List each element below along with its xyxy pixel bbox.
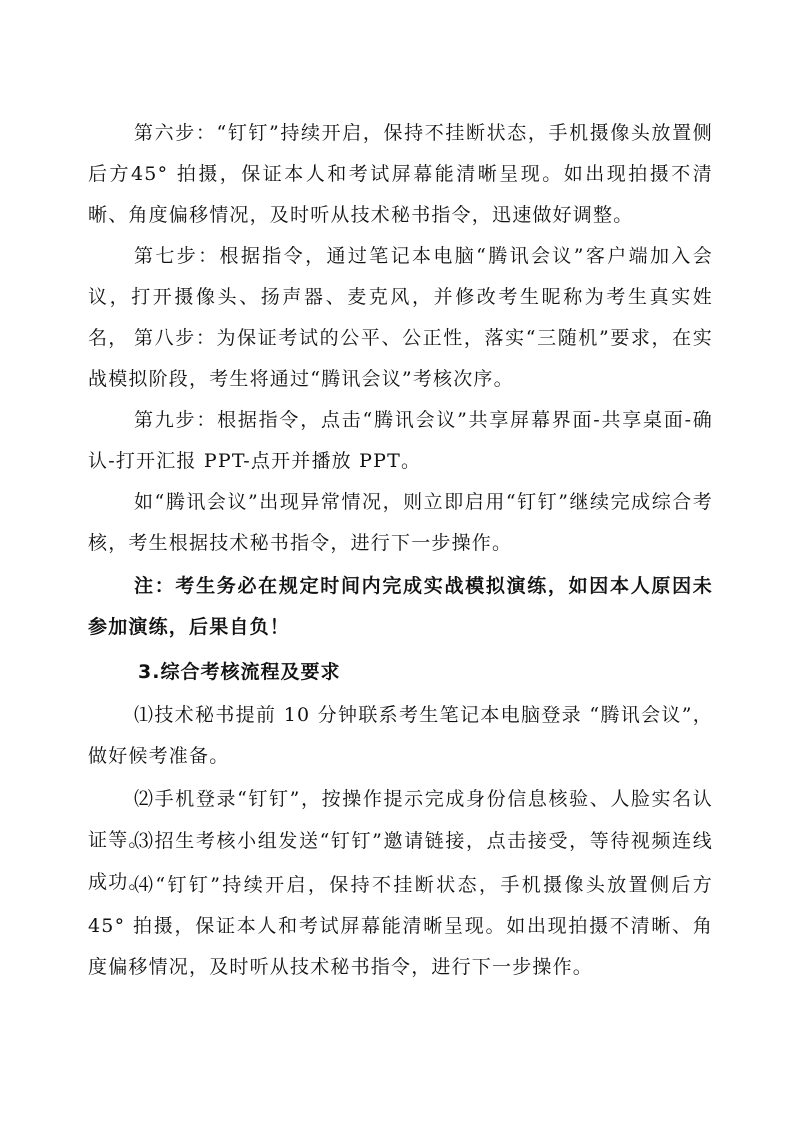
item-four-paragraph: ⑷“钉钉”持续开启，保持不挂断状态，手机摄像头放置侧后方 45° 拍摄，保证本人和考试屏幕能清晰呈现。如出现拍摄不清晰、角度偏移情况，及时听从技术秘书指令，进行下一步操作。 xyxy=(88,874,713,978)
step-eight-paragraph: 第八步：为保证考试的公平、公正性，落实“三随机”要求，在实战模拟阶段，考生将通过“腾讯会议”考核次序。 xyxy=(88,327,713,390)
section-heading: 3.综合考核流程及要求 xyxy=(138,661,341,683)
item-one-paragraph: ⑴技术秘书提前 10 分钟联系考生笔记本电脑登录 “腾讯会议”，做好候考准备。 xyxy=(88,704,713,767)
step-seven-paragraph: 第七步：根据指令，通过笔记本电脑“腾讯会议”客户端加入会议，打开摄像头、扬声器、麦克风，并修改考生昵称为考生真实姓名， xyxy=(88,245,713,349)
fallback-paragraph: 如“腾讯会议”出现异常情况，则立即启用“钉钉”继续完成综合考核，考生根据技术秘书指令，进行下一步操作。 xyxy=(88,491,713,554)
step-nine-paragraph: 第九步：根据指令，点击“腾讯会议”共享屏幕界面-共享桌面-确认-打开汇报 PPT-点开并播放 PPT。 xyxy=(88,409,713,472)
item-two-paragraph: ⑵手机登录“钉钉”，按操作提示完成身份信息核验、人脸实名认证等。 xyxy=(88,788,713,851)
note-paragraph: 注：考生务必在规定时间内完成实战模拟演练，如因本人原因未参加演练，后果自负！ xyxy=(88,575,713,638)
item-three-paragraph: ⑶招生考核小组发送“钉钉”邀请链接，点击接受，等待视频连线成功。 xyxy=(88,830,713,893)
step-six-paragraph: 第六步：“钉钉”持续开启，保持不挂断状态，手机摄像头放置侧后方45° 拍摄，保证本人和考试屏幕能清晰呈现。如出现拍摄不清晰、角度偏移情况，及时听从技术秘书指令，迅速做好调整。 xyxy=(88,122,713,226)
